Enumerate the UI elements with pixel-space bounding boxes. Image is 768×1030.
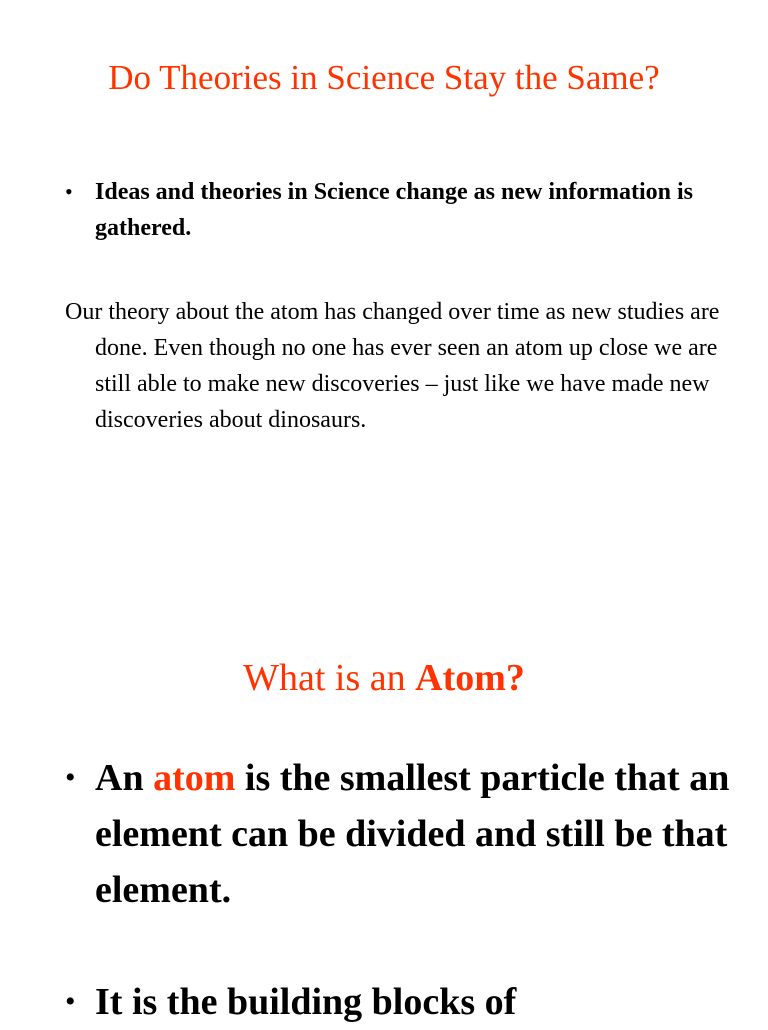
bullet-text	[95, 750, 745, 918]
slide-title	[40, 652, 728, 704]
bullet-marker: •	[65, 179, 73, 204]
slide-theories	[0, 0, 768, 512]
bullet-text: It is the building blocks of	[95, 981, 517, 1023]
bullet-marker: •	[65, 985, 76, 1018]
bullet-rest: is the smallest particle that an element can be divided and still be that element.	[95, 757, 730, 911]
bullet-marker: •	[65, 761, 76, 794]
title-plain-text: What is an	[243, 657, 416, 699]
bullet-item	[65, 750, 745, 918]
slide-what-is-atom	[0, 512, 768, 1024]
bullet-text: Ideas and theories in Science change as new information is gathered.	[95, 179, 694, 241]
keyword-atom: atom	[153, 757, 236, 799]
body-paragraph: Our theory about the atom has changed over time as new studies are done. Even though no one has ever seen an atom up close we are still able to make new discoveries – just like we have made new discoveries about dinosaurs.	[65, 299, 720, 433]
bullet-prefix: An	[95, 757, 154, 799]
title-emphasis-text: Atom?	[415, 657, 525, 699]
bullet-item	[65, 174, 705, 246]
bullet-item	[65, 974, 745, 1030]
slide-title: Do Theories in Science Stay the Same?	[108, 58, 660, 97]
